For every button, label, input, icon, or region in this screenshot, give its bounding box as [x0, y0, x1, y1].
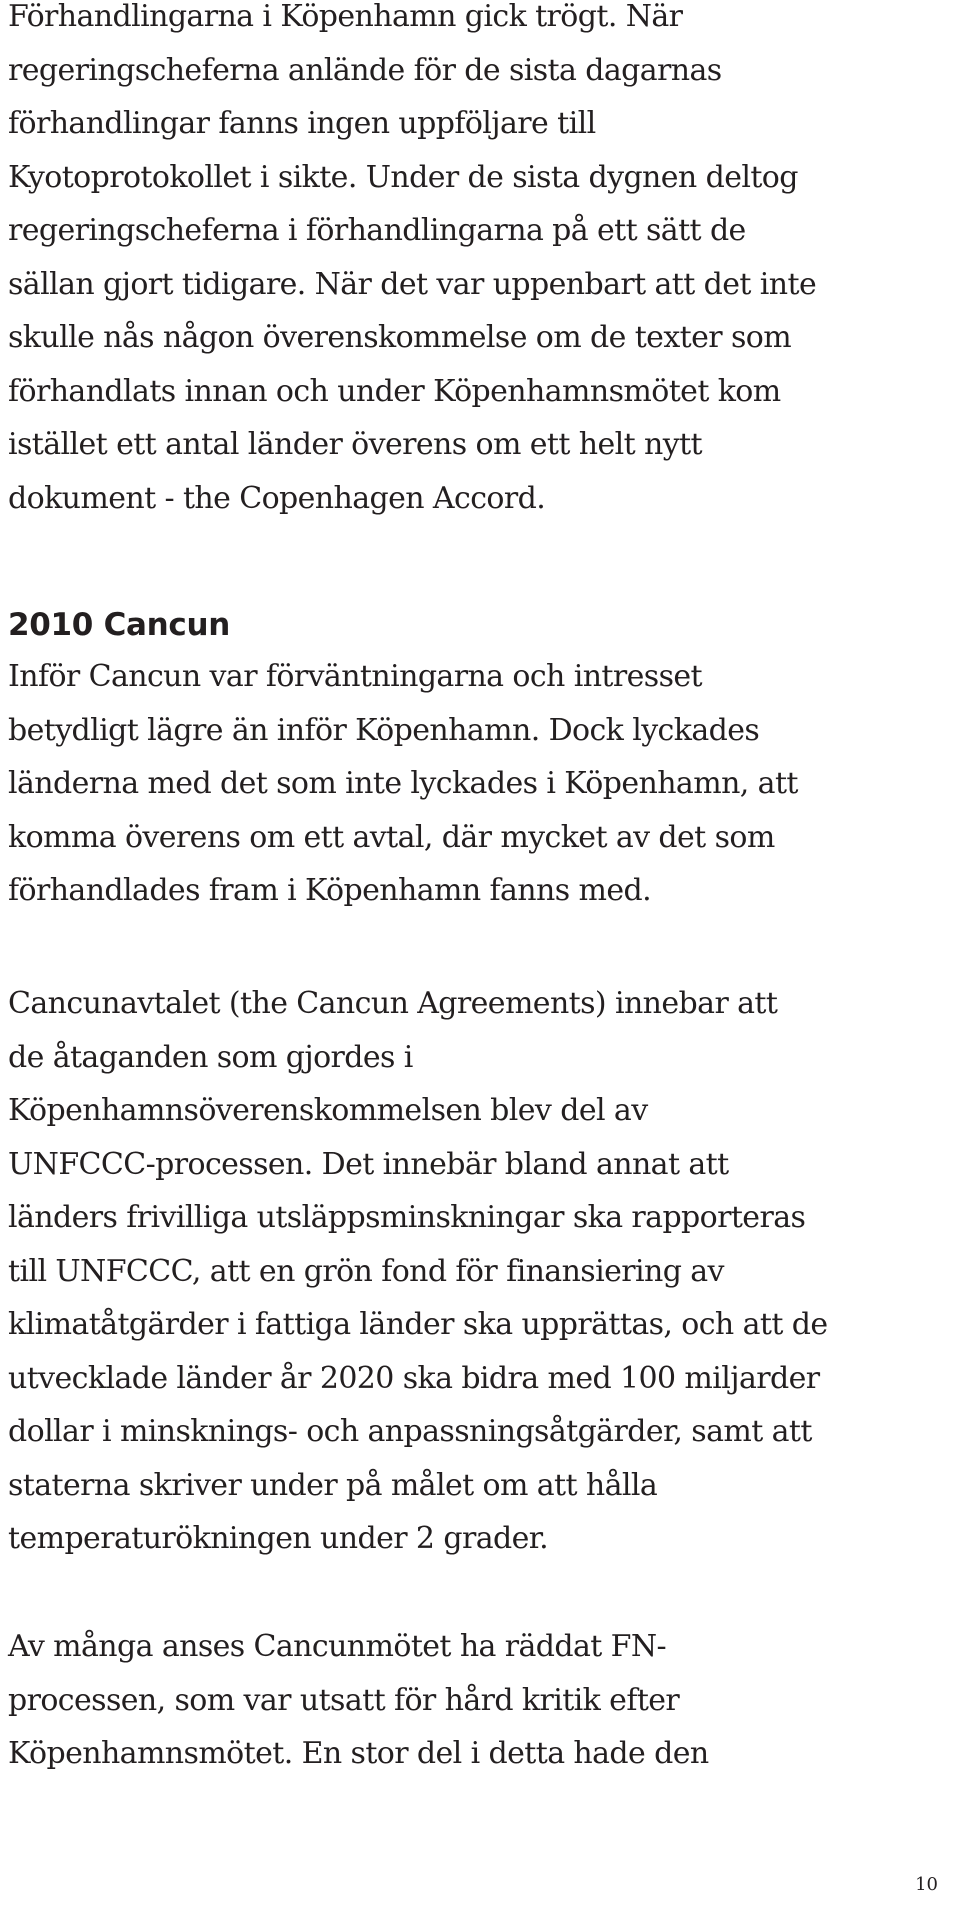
- text-line: sällan gjort tidigare. När det var uppenbart att det inte: [8, 266, 817, 302]
- text-line: Köpenhamnsöverenskommelsen blev del av: [8, 1093, 648, 1128]
- text-line: processen, som var utsatt för hård kritik efter: [8, 1682, 680, 1718]
- text-line: Cancunavtalet (the Cancun Agreements) innebar att: [8, 986, 778, 1021]
- text-line: regeringscheferna anlände för de sista dagarnas: [8, 52, 722, 88]
- text-line: Köpenhamnsmötet. En stor del i detta hade den: [8, 1736, 709, 1771]
- text-line: staterna skriver under på målet om att hålla: [8, 1467, 658, 1503]
- text-line: klimatåtgärder i fattiga länder ska upprättas, och att de: [8, 1307, 828, 1342]
- text-line: länders frivilliga utsläppsminskningar ska rapporteras: [8, 1200, 806, 1235]
- text-line: förhandlats innan och under Köpenhamnsmötet kom: [8, 373, 781, 409]
- text-line: förhandlingar fanns ingen uppföljare till: [8, 106, 596, 141]
- text-line: istället ett antal länder överens om ett helt nytt: [8, 427, 702, 462]
- text-line: Förhandlingarna i Köpenhamn gick trögt. När: [8, 0, 683, 34]
- text-line: dokument - the Copenhagen Accord.: [8, 480, 546, 516]
- paragraph-cancun-agreements: [8, 977, 827, 1566]
- text-line: förhandlades fram i Köpenhamn fanns med.: [8, 873, 652, 908]
- text-line: skulle nås någon överenskommelse om de texter som: [8, 320, 792, 355]
- paragraph-cancun-intro: [8, 650, 798, 918]
- text-line: Inför Cancun var förväntningarna och intresset: [8, 659, 702, 694]
- text-line: UNFCCC-processen. Det innebär bland annat att: [8, 1146, 729, 1182]
- section-heading-2010-cancun: 2010 Cancun: [8, 607, 231, 643]
- text-line: dollar i minsknings- och anpassningsåtgärder, samt att: [8, 1414, 812, 1449]
- text-line: Kyotoprotokollet i sikte. Under de sista dygnen deltog: [8, 159, 798, 195]
- text-line: temperaturökningen under 2 grader.: [8, 1521, 549, 1556]
- text-line: komma överens om ett avtal, där mycket av det som: [8, 819, 775, 855]
- text-line: länderna med det som inte lyckades i Köpenhamn, att: [8, 766, 798, 801]
- text-line: de åtaganden som gjordes i: [8, 1039, 413, 1075]
- text-line: regeringscheferna i förhandlingarna på ett sätt de: [8, 213, 746, 248]
- text-line: till UNFCCC, att en grön fond för finansiering av: [8, 1253, 724, 1289]
- text-line: utvecklade länder år 2020 ska bidra med 100 miljarder: [8, 1360, 820, 1396]
- paragraph-copenhagen: [8, 0, 816, 525]
- text-line: betydligt lägre än inför Köpenhamn. Dock lyckades: [8, 712, 760, 748]
- text-line: Av många anses Cancunmötet ha räddat FN-: [8, 1629, 667, 1664]
- page-number: 10: [915, 1874, 938, 1895]
- paragraph-cancun-assessment: [8, 1620, 709, 1781]
